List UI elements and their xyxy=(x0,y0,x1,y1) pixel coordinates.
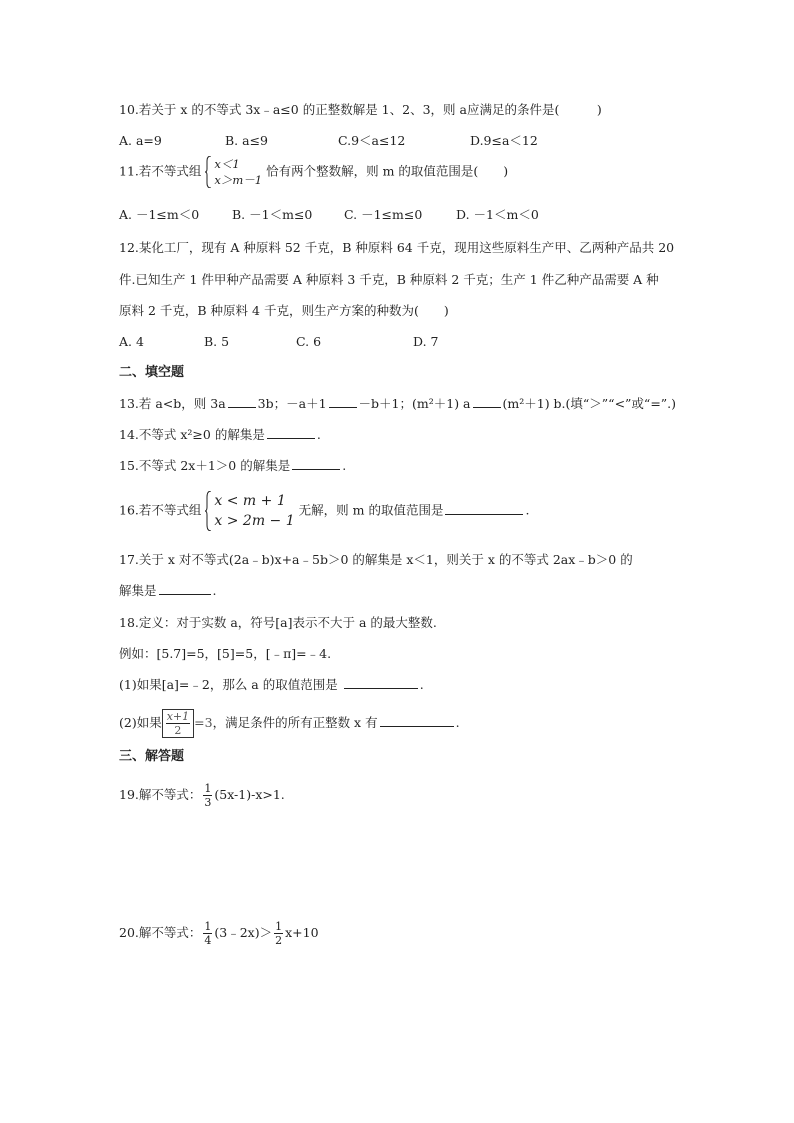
question-14 xyxy=(119,426,321,444)
question-11-prefix: 11.若不等式组 xyxy=(119,163,202,179)
question-20-prefix: 20.解不等式： xyxy=(119,925,202,940)
question-11-stem xyxy=(119,156,508,188)
question-12-line-2: 件.已知生产 1 件甲种产品需要 A 种原料 3 千克，B 种原料 2 千克；生产 1 件乙种产品需要 A 种 xyxy=(119,272,659,287)
question-11-option-c: C. －1≤m≤0 xyxy=(344,207,423,222)
question-12-option-c: C. 6 xyxy=(296,334,322,349)
answer-blank[interactable] xyxy=(267,426,315,439)
question-17-answer-label: 解集是 xyxy=(119,583,157,598)
question-18-sub-2-end: . xyxy=(455,715,460,730)
question-13-part-3: －b＋1；(m²＋1) a xyxy=(358,396,471,411)
question-14-stem: 14.不等式 x²≥0 的解集是 xyxy=(119,427,265,442)
fraction-denominator: 2 xyxy=(275,934,283,947)
question-15-stem: 15.不等式 2x＋1＞0 的解集是 xyxy=(119,458,291,473)
question-11-option-b: B. －1＜m≤0 xyxy=(232,207,313,222)
question-18-sub-1 xyxy=(119,676,424,694)
question-12-option-d: D. 7 xyxy=(413,334,439,349)
question-13-part-1: 13.若 a<b，则 3a xyxy=(119,396,226,411)
question-11-option-a: A. －1≤m＜0 xyxy=(119,207,200,222)
question-10-stem: 10.若关于 x 的不等式 3x﹣a≤0 的正整数解是 1、2、3，则 a应满足的条件是( ) xyxy=(119,102,602,117)
system-row-2: x > 2m − 1 xyxy=(214,513,295,529)
brace-icon xyxy=(205,491,212,531)
section-heading-fill-in: 二、填空题 xyxy=(119,365,185,380)
question-20-expression-end: x+10 xyxy=(285,925,319,940)
brace-icon xyxy=(205,156,212,188)
question-20 xyxy=(119,920,319,947)
question-10-option-a: A. a=9 xyxy=(119,133,162,148)
question-14-end: . xyxy=(316,427,321,442)
question-12-option-b: B. 5 xyxy=(204,334,230,349)
inequality-system xyxy=(205,491,294,531)
question-13-part-2: 3b；－a＋1 xyxy=(257,396,327,411)
fraction-numerator: 1 xyxy=(204,920,212,933)
fraction-denominator: 4 xyxy=(204,934,212,947)
fraction-numerator: 1 xyxy=(275,920,283,933)
answer-blank[interactable] xyxy=(473,395,501,408)
question-19 xyxy=(119,782,285,809)
section-heading-solve: 三、解答题 xyxy=(119,749,185,764)
answer-blank[interactable] xyxy=(228,395,256,408)
fraction xyxy=(166,710,190,737)
question-16 xyxy=(119,491,529,531)
answer-blank[interactable] xyxy=(344,676,418,689)
equals-value: =3 xyxy=(194,715,213,730)
question-13 xyxy=(119,395,676,413)
answer-blank[interactable] xyxy=(159,582,211,595)
inequality-system xyxy=(205,156,262,188)
answer-blank[interactable] xyxy=(445,502,523,515)
fraction-numerator: x+1 xyxy=(166,710,190,723)
question-17-line-1: 17.关于 x 对不等式(2a﹣b)x+a﹣5b＞0 的解集是 x＜1，则关于 x 的不等式 2ax﹣b＞0 的 xyxy=(119,552,633,567)
question-13-part-4: (m²＋1) b.(填“＞”“<”或“=”.) xyxy=(502,396,677,411)
fraction-denominator: 3 xyxy=(204,796,212,809)
question-15 xyxy=(119,457,346,475)
system-row-1: x < m + 1 xyxy=(214,493,286,509)
answer-blank[interactable] xyxy=(380,714,454,727)
question-12-option-a: A. 4 xyxy=(119,334,144,349)
fraction-denominator: 2 xyxy=(174,724,182,737)
question-17-line-2 xyxy=(119,582,217,600)
question-18-sub-1-stem: (1)如果[a]=﹣2，那么 a 的取值范围是 xyxy=(119,677,338,692)
fraction xyxy=(203,920,212,947)
question-18-sub-2-suffix: ，满足条件的所有正整数 x 有 xyxy=(212,715,378,730)
question-18-example: 例如：[5.7]=5，[5]=5，[﹣π]=﹣4. xyxy=(119,646,332,661)
question-17-end: . xyxy=(212,583,217,598)
question-12-line-3: 原料 2 千克，B 种原料 4 千克，则生产方案的种数为( ) xyxy=(119,303,449,318)
answer-blank[interactable] xyxy=(329,395,357,408)
question-10-option-b: B. a≤9 xyxy=(225,133,269,148)
question-15-end: . xyxy=(342,458,347,473)
question-18-line-1: 18.定义：对于实数 a，符号[a]表示不大于 a 的最大整数. xyxy=(119,615,437,630)
question-16-end: . xyxy=(525,502,530,518)
question-10-option-c: C.9＜a≤12 xyxy=(338,133,406,148)
question-12-line-1: 12.某化工厂，现有 A 种原料 52 千克，B 种原料 64 千克，现用这些原料生产甲、乙两种产品共 20 xyxy=(119,240,675,255)
question-18-sub-2-prefix: (2)如果 xyxy=(119,715,162,730)
question-11-suffix: 恰有两个整数解，则 m 的取值范围是( ) xyxy=(266,163,509,179)
question-16-prefix: 16.若不等式组 xyxy=(119,502,202,518)
question-19-expression: (5x-1)-x>1. xyxy=(214,787,285,802)
fraction xyxy=(274,920,283,947)
question-10-option-d: D.9≤a＜12 xyxy=(470,133,538,148)
floor-bracket xyxy=(162,709,194,738)
system-row-1: x＜1 xyxy=(214,157,240,171)
fraction xyxy=(203,782,212,809)
fraction-numerator: 1 xyxy=(204,782,212,795)
question-19-prefix: 19.解不等式： xyxy=(119,787,202,802)
answer-blank[interactable] xyxy=(292,457,340,470)
question-16-suffix: 无解，则 m 的取值范围是 xyxy=(298,502,444,518)
question-18-sub-2 xyxy=(119,709,460,738)
question-11-option-d: D. －1＜m＜0 xyxy=(456,207,539,222)
question-18-sub-1-end: . xyxy=(419,677,424,692)
system-row-2: x＞m－1 xyxy=(214,173,263,187)
question-20-expression: (3﹣2x)＞ xyxy=(214,925,273,940)
